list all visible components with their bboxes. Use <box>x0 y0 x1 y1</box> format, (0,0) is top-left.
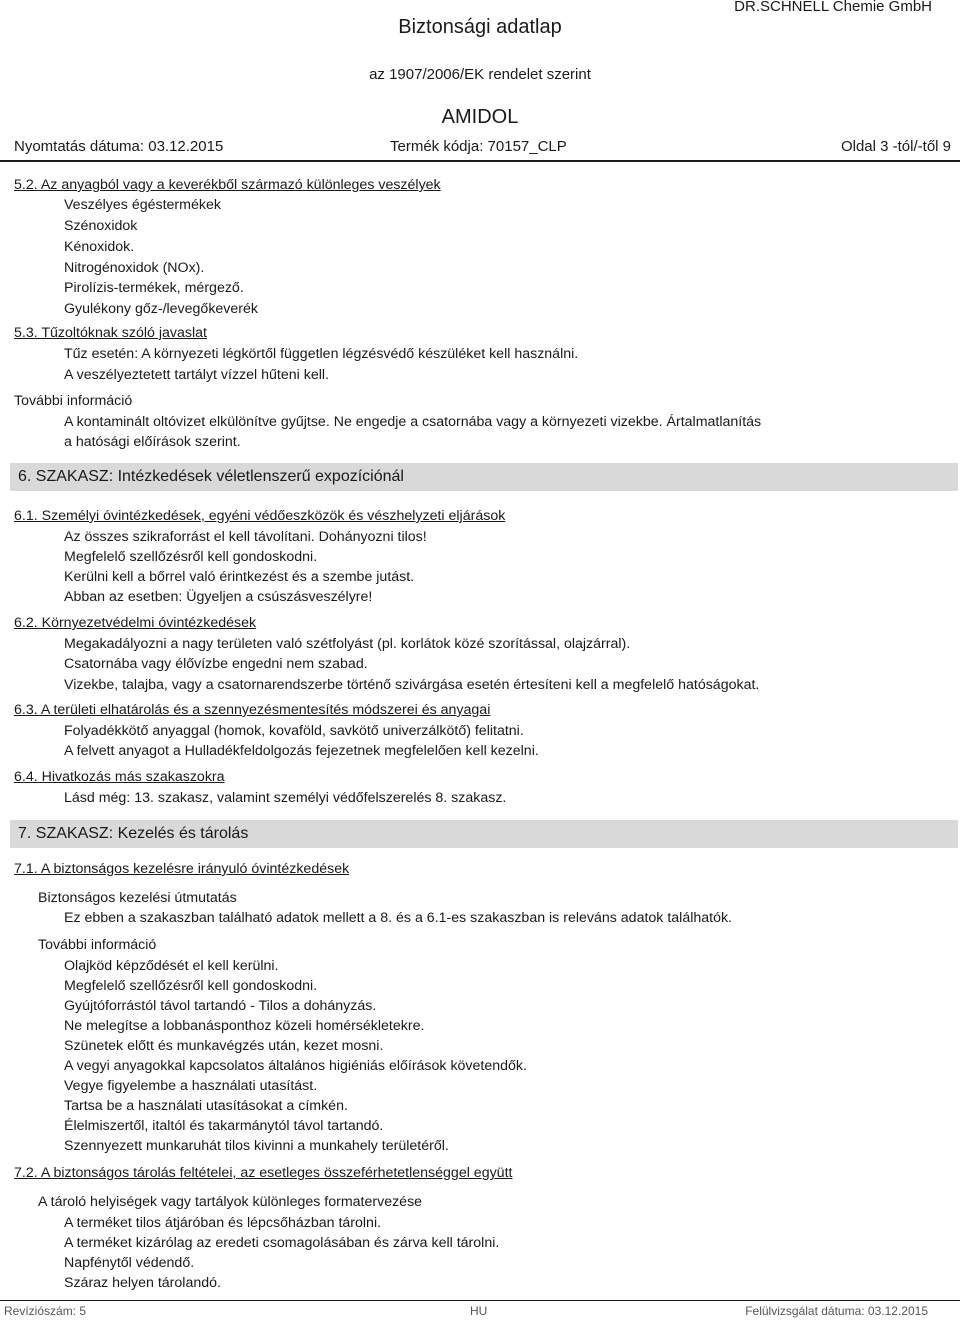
storage-rooms-line: A terméket tilos átjáróban és lépcsőházban tárolni. <box>64 1215 382 1231</box>
more-info-line: Élelmiszertől, italtól és takarmánytól távol tartandó. <box>64 1118 384 1134</box>
more-info-line: A kontaminált oltóvizet elkülönítve gyűjtse. Ne engedje a csatornába vagy a környezeti vizekbe. Ártalmatlanítás <box>64 414 762 430</box>
more-info-line: Tartsa be a használati utasításokat a címkén. <box>64 1098 348 1114</box>
section-5-3-line: A veszélyeztetett tartályt vízzel hűteni kell. <box>64 367 329 383</box>
section-6-4-heading: 6.4. Hivatkozás más szakaszokra <box>14 769 225 785</box>
document-title: Biztonsági adatlap <box>398 16 562 38</box>
section-5-3-heading: 5.3. Tűzoltóknak szóló javaslat <box>14 325 207 341</box>
storage-rooms-line: A terméket kizárólag az eredeti csomagolásában és zárva kell tárolni. <box>64 1235 500 1251</box>
more-info-line: a hatósági előírások szerint. <box>64 434 241 450</box>
revision-number: Revíziószám: 5 <box>4 1304 87 1318</box>
more-info-label: További információ <box>14 393 133 409</box>
section-6-3-line: Folyadékkötő anyaggal (homok, kovaföld, savkötő univerzálkötő) felitatni. <box>64 723 524 739</box>
section-6-3-line: A felvett anyagot a Hulladékfeldolgozás fejezetnek megfelelően kell kezelni. <box>64 743 539 759</box>
section-6-1-line: Kerülni kell a bőrrel való érintkezést és a szembe jutást. <box>64 569 415 585</box>
section-6-2-line: Vizekbe, talajba, vagy a csatornarendszerbe történő szivárgása esetén értesíteni kell a megfelelő hatóságokat. <box>64 677 760 693</box>
print-date: Nyomtatás dátuma: 03.12.2015 <box>14 138 224 155</box>
section-5-3-line: Tűz esetén: A környezeti légkörtől független légzésvédő készüléket kell használni. <box>64 346 579 362</box>
storage-rooms-label: A tároló helyiségek vagy tartályok különleges formatervezése <box>38 1194 423 1210</box>
more-info-line: Vegye figyelembe a használati utasítást. <box>64 1078 318 1094</box>
more-info-line: Szennyezett munkaruhát tilos kivinni a munkahely területéről. <box>64 1138 449 1154</box>
safe-handling-line: Ez ebben a szakaszban található adatok mellett a 8. és a 6.1-es szakaszban is releváns adatok találhatók. <box>64 910 733 926</box>
more-info-line: Ne melegítse a lobbanásponthoz közeli homérsékletekre. <box>64 1018 425 1034</box>
page-number: Oldal 3 -tól/-től 9 <box>840 138 951 155</box>
product-name: AMIDOL <box>441 106 519 128</box>
section-5-2-line: Nitrogénoxidok (NOx). <box>64 260 205 276</box>
section-6-1-heading: 6.1. Személyi óvintézkedések, egyéni védőeszközök és vészhelyzeti eljárások <box>14 508 506 524</box>
section-5-2-line: Gyulékony gőz-/levegőkeverék <box>64 301 258 317</box>
storage-rooms-line: Napfénytől védendő. <box>64 1255 195 1271</box>
more-info-label: További információ <box>38 937 157 953</box>
more-info-line: Szünetek előtt és munkavégzés után, kezet mosni. <box>64 1038 384 1054</box>
section-7-1-heading: 7.1. A biztonságos kezelésre irányuló óvintézkedések <box>14 861 350 877</box>
section-5-2-line: Szénoxidok <box>64 218 138 234</box>
footer-divider <box>0 1300 960 1301</box>
section-7-title: 7. SZAKASZ: Kezelés és tárolás <box>18 825 249 842</box>
section-6-2-line: Csatornába vagy élővízbe engedni nem szabad. <box>64 656 368 672</box>
storage-rooms-line: Száraz helyen tárolandó. <box>64 1275 221 1291</box>
section-6-1-line: Abban az esetben: Ügyeljen a csúszásveszélyre! <box>64 589 373 605</box>
section-6-1-line: Megfelelő szellőzésről kell gondoskodni. <box>64 549 318 565</box>
more-info-line: Gyújtóforrástól távol tartandó - Tilos a dohányzás. <box>64 998 377 1014</box>
header-divider <box>0 160 960 162</box>
safe-handling-label: Biztonságos kezelési útmutatás <box>38 890 237 906</box>
section-6-1-line: Az összes szikraforrást el kell távolítani. Dohányozni tilos! <box>64 529 427 545</box>
section-6-title: 6. SZAKASZ: Intézkedések véletlenszerű expozíciónál <box>18 468 404 485</box>
section-6-2-line: Megakadályozni a nagy területen való szétfolyást (pl. korlátok közé szorítással, olajzárral). <box>64 636 631 652</box>
section-6-4-line: Lásd még: 13. szakasz, valamint személyi védőfelszerelés 8. szakasz. <box>64 790 507 806</box>
section-5-2-line: Kénoxidok. <box>64 239 135 255</box>
section-5-2-line: Pirolízis-termékek, mérgező. <box>64 280 244 296</box>
company-name: DR.SCHNELL Chemie GmbH <box>734 0 932 15</box>
section-6-3-heading: 6.3. A területi elhatárolás és a szennyezésmentesítés módszerei és anyagai <box>14 702 491 718</box>
section-7-2-heading: 7.2. A biztonságos tárolás feltételei, az esetleges összeférhetetlenséggel együtt <box>14 1165 513 1181</box>
product-code: Termék kódja: 70157_CLP <box>390 138 567 155</box>
section-6-banner <box>10 463 958 491</box>
review-date: Felülvizsgálat dátuma: 03.12.2015 <box>745 1304 928 1318</box>
regulation-note: az 1907/2006/EK rendelet szerint <box>369 66 591 83</box>
section-7-banner <box>10 820 958 848</box>
section-5-2-heading: 5.2. Az anyagból vagy a keverékből származó különleges veszélyek <box>14 177 441 193</box>
section-5-2-line: Veszélyes égéstermékek <box>64 197 221 213</box>
language-code: HU <box>470 1304 488 1318</box>
more-info-line: Olajköd képződését el kell kerülni. <box>64 958 279 974</box>
more-info-line: A vegyi anyagokkal kapcsolatos általános higiéniás előírások követendők. <box>64 1058 527 1074</box>
more-info-line: Megfelelő szellőzésről kell gondoskodni. <box>64 978 318 994</box>
section-6-2-heading: 6.2. Környezetvédelmi óvintézkedések <box>14 615 257 631</box>
